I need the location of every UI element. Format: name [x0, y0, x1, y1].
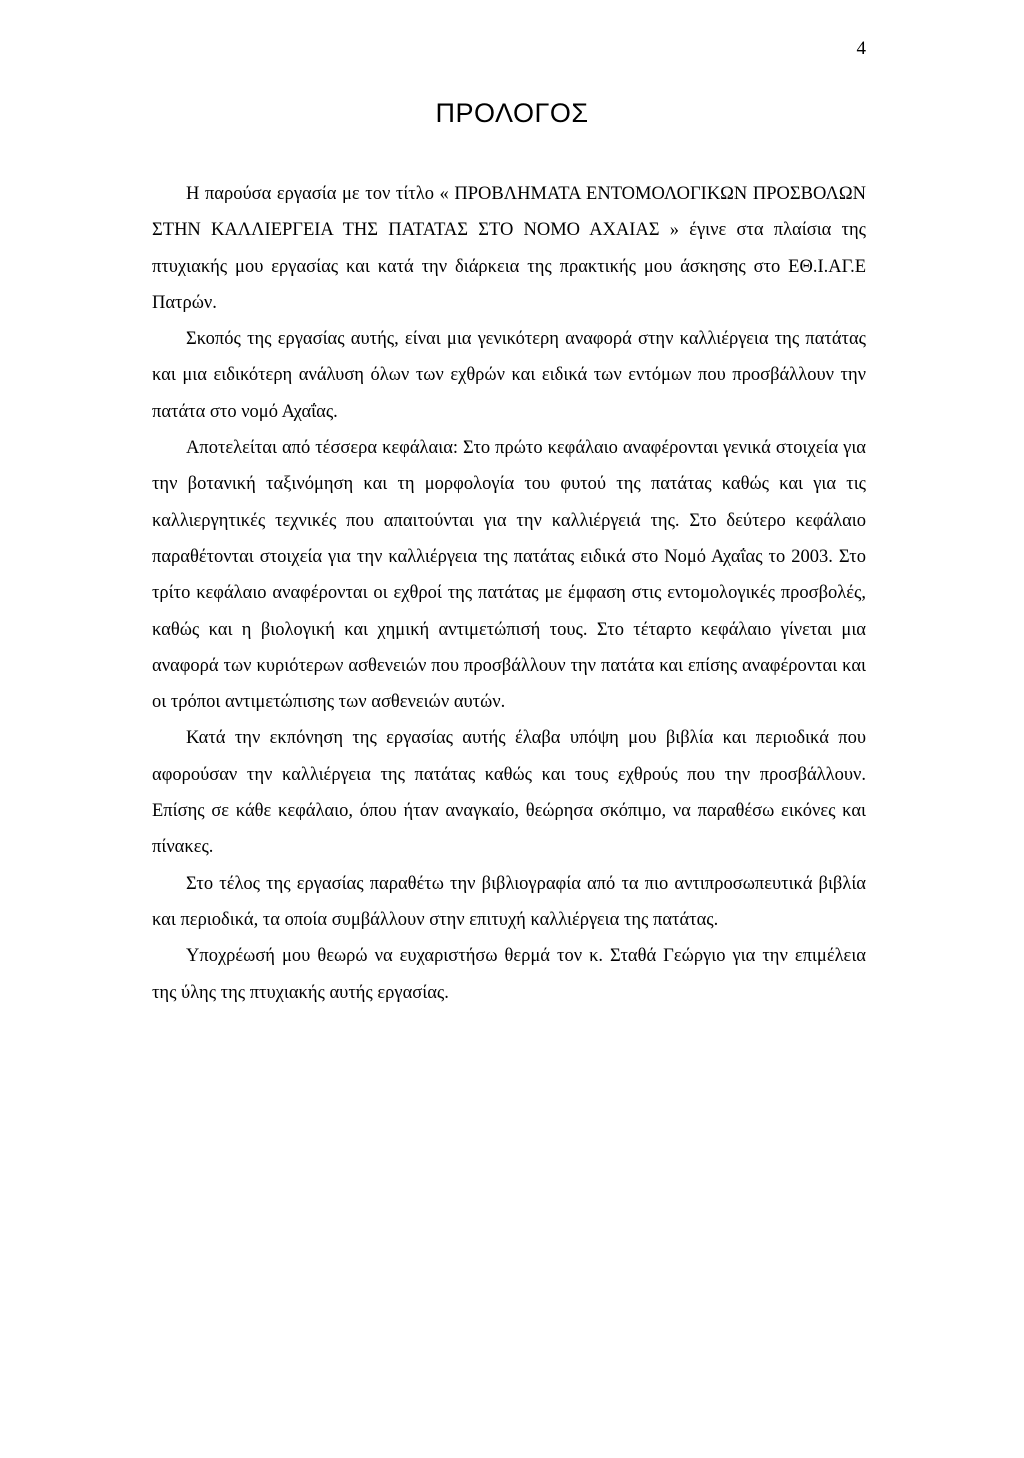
paragraph-bibliography: Στο τέλος της εργασίας παραθέτω την βιβλιογραφία από τα πιο αντιπροσωπευτικά βιβλία και περιοδικά, τα οποία συμβάλλουν στην επιτυχή καλλιέργεια της πατάτας. — [152, 873, 866, 930]
paragraph-intro: Η παρούσα εργασία με τον τίτλο « ΠΡΟΒΛΗΜΑΤΑ ΕΝΤΟΜΟΛΟΓΙΚΩΝ ΠΡΟΣΒΟΛΩΝ ΣΤΗΝ ΚΑΛΛΙΕΡΓΕΙΑ ΤΗΣ ΠΑΤΑΤΑΣ ΣΤΟ ΝΟΜΟ ΑΧΑΙΑΣ » έγινε στα πλαίσια της πτυχιακής μου εργασίας και κατά την διάρκεια της πρακτικής μου άσκησης στο ΕΘ.Ι.ΑΓ.Ε Πατρών. — [152, 184, 866, 313]
document-body — [152, 176, 866, 1011]
paragraph-sources: Κατά την εκπόνηση της εργασίας αυτής έλαβα υπόψη μου βιβλία και περιοδικά που αφορούσαν την καλλιέργεια της πατάτας καθώς και τους εχθρούς που την προσβάλλουν. Επίσης σε κάθε κεφάλαιο, όπου ήταν αναγκαίο, θεώρησα σκόπιμο, να παραθέσω εικόνες και πίνακες. — [152, 728, 866, 858]
paragraph-acknowledgement: Υποχρέωσή μου θεωρώ να ευχαριστήσω θερμά τον κ. Σταθά Γεώργιο για την επιμέλεια της ύλης της πτυχιακής αυτής εργασίας. — [152, 946, 866, 1003]
page-number: 4 — [856, 38, 866, 59]
paragraph-purpose: Σκοπός της εργασίας αυτής, είναι μια γενικότερη αναφορά στην καλλιέργεια της πατάτας και μια ειδικότερη ανάλυση όλων των εχθρών και ειδικά των εντόμων που προσβάλλουν την πατάτα στο νομό Αχαΐας. — [152, 329, 866, 422]
paragraph-structure: Αποτελείται από τέσσερα κεφάλαια: Στο πρώτο κεφάλαιο αναφέρονται γενικά στοιχεία για την βοτανική ταξινόμηση και τη μορφολογία του φυτού της πατάτας καθώς και για τις καλλιεργητικές τεχνικές που απαιτούνται για την καλλιέργειά της. Στο δεύτερο κεφάλαιο παραθέτονται στοιχεία για την καλλιέργεια της πατάτας ειδικά στο Νομό Αχαΐας το 2003. Στο τρίτο κεφάλαιο αναφέρονται οι εχθροί της πατάτας με έμφαση στις εντομολογικές προσβολές, καθώς και η βιολογική και χημική αντιμετώπισή τους. Στο τέταρτο κεφάλαιο γίνεται μια αναφορά των κυριότερων ασθενειών που προσβάλλουν την πατάτα και επίσης αναφέρονται και οι τρόποι αντιμετώπισης των ασθενειών αυτών. — [152, 438, 866, 713]
page-title: ΠΡΟΛΟΓΟΣ — [435, 98, 589, 128]
